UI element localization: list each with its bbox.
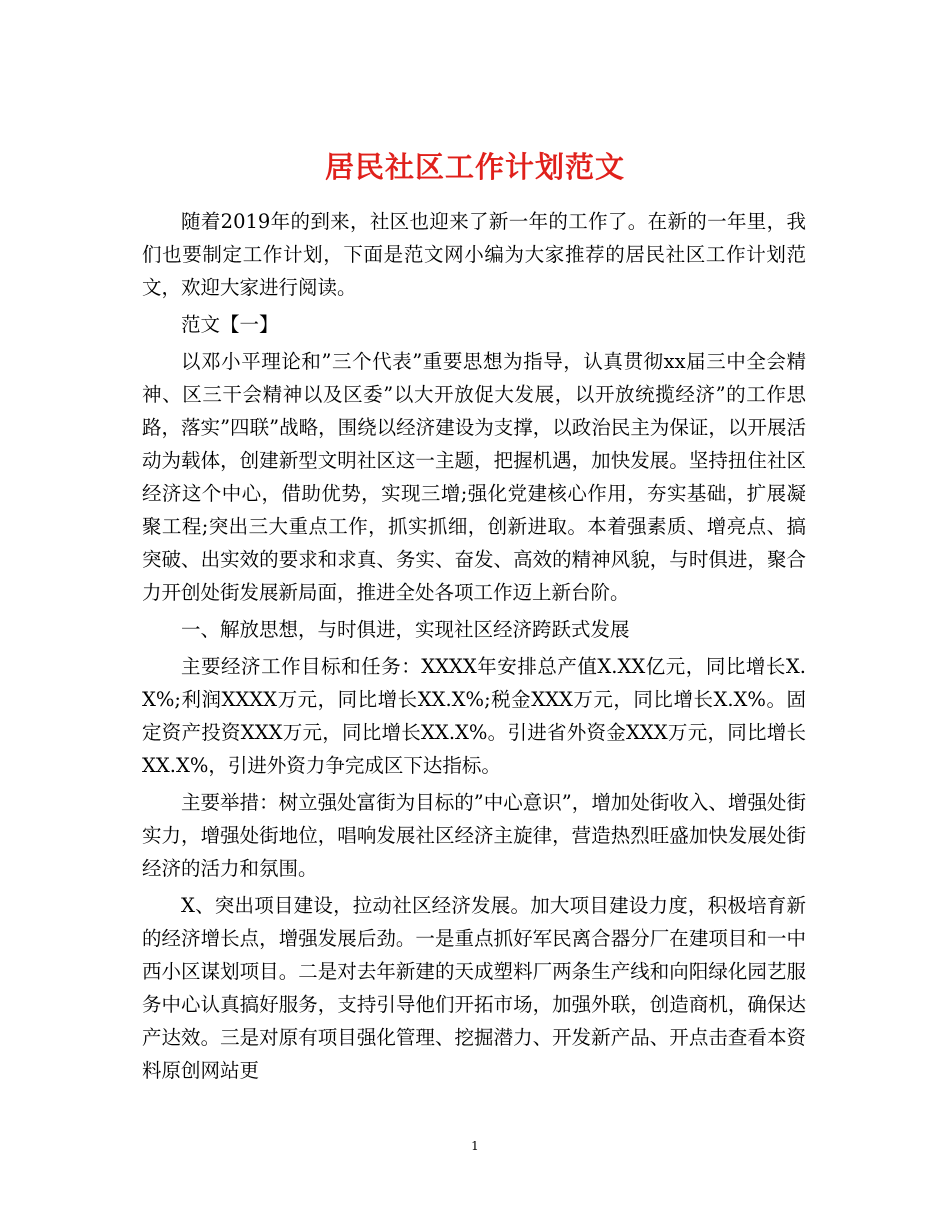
intro-paragraph: 随着2019年的到来，社区也迎来了新一年的工作了。在新的一年里，我们也要制定工作计划，下面是范文网小编为大家推荐的居民社区工作计划范文，欢迎大家进行阅读。 [142, 210, 806, 299]
main-measures-paragraph: 主要举措：树立强处富街为目标的”中心意识”，增加处街收入、增强处街实力，增强处街地位，唱响发展社区经济主旋律，营造热烈旺盛加快发展处街经济的活力和氛围。 [142, 791, 806, 880]
section-heading-sample-one: 范文【一】 [181, 313, 279, 336]
page-number: 1 [471, 1139, 479, 1153]
economic-targets-paragraph: 主要经济工作目标和任务：XXXX年安排总产值X.XX亿元，同比增长X.X%;利润XXXX万元，同比增长XX.X%;税金XXX万元，同比增长X.X%。固定资产投资XXX万元，同比增长XX.X%。引进省外资金XXX万元，同比增长XX.X%，引进外资力争完成区下达指标。 [142, 655, 806, 777]
guiding-principles-paragraph: 以邓小平理论和”三个代表”重要思想为指导，认真贯彻xx届三中全会精神、区三干会精神以及区委”以大开放促大发展，以开放统揽经济”的工作思路，落实”四联”战略，围绕以经济建设为支撑，以政治民主为保证，以开展活动为载体，创建新型文明社区这一主题，把握机遇，加快发展。坚持扭住社区经济这个中心，借助优势，实现三增;强化党建核心作用，夯实基础，扩展凝聚工程;突出三大重点工作，抓实抓细，创新进取。本着强素质、增亮点、搞突破、出实效的要求和求真、务实、奋发、高效的精神风貌，与时俱进，聚合力开创处街发展新局面，推进全处各项工作迈上新台阶。 [142, 350, 806, 604]
document-body [142, 205, 806, 1087]
project-construction-paragraph: X、突出项目建设，拉动社区经济发展。加大项目建设力度，积极培育新的经济增长点，增强发展后劲。一是重点抓好军民离合器分厂在建项目和一中西小区谋划项目。二是对去年新建的天成塑料厂两条生产线和向阳绿化园艺服务中心认真搞好服务，支持引导他们开拓市场，加强外联，创造商机，确保达产达效。三是对原有项目强化管理、挖掘潜力、开发新产品、开点击查看本资料原创网站更 [142, 894, 806, 1082]
document-title: 居民社区工作计划范文 [324, 150, 625, 185]
section-heading-economy: 一、解放思想，与时俱进，实现社区经济跨跃式发展 [181, 618, 630, 641]
